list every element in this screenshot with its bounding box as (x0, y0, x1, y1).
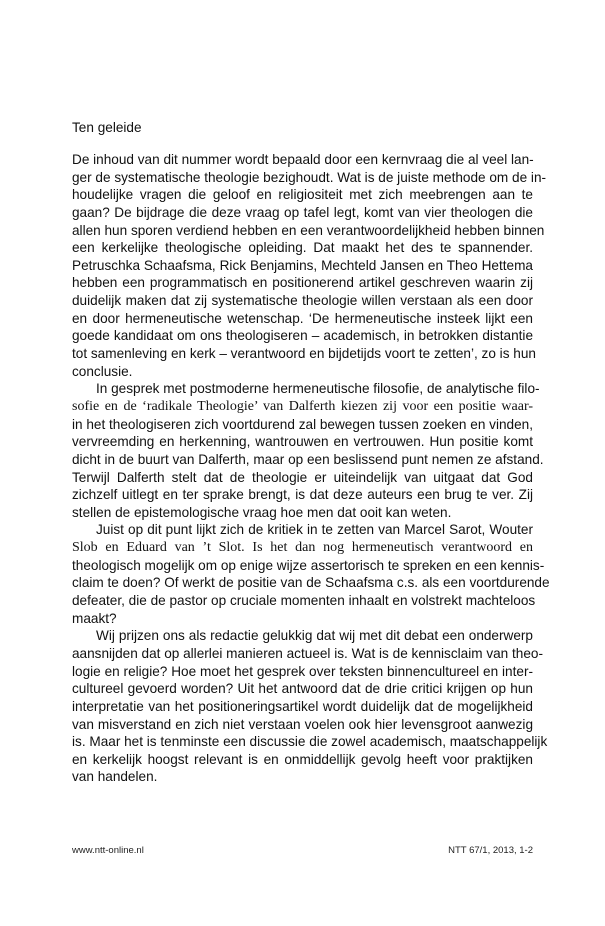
text-line: dicht in de buurt van Dalferth, maar op een beslissend punt nemen ze afstand. (72, 451, 544, 467)
page-heading: Ten geleide (72, 120, 142, 135)
article-body (72, 151, 550, 786)
text-line: Petruschka Schaafsma, Rick Benjamins, Mechteld Jansen en Theo Hettema (72, 257, 533, 273)
text-line: en kerkelijk hoogst relevant is en onmiddellijk gevolg heeft voor praktijken (72, 751, 533, 767)
text-line: sofie en de ‘radikale Theologie’ van Dalferth kiezen zij voor een positie waar- (72, 398, 533, 414)
text-line: en door hermeneutische wetenschap. ‘De hermeneutische insteek lijkt een (72, 310, 533, 326)
text-line: De inhoud van dit nummer wordt bepaald door een kernvraag die al veel lan- (72, 152, 534, 167)
footer-website-link[interactable]: www.ntt-online.nl (72, 845, 144, 856)
text-line: vervreemding en herkenning, wantrouwen en vertrouwen. Hun positie komt (72, 434, 533, 450)
paragraph-2 (72, 380, 544, 521)
text-line: tot samenleving en kerk – verantwoord en bijdetijds voort te zetten’, zo is hun (72, 346, 536, 362)
text-line: Terwijl Dalferth stelt dat de theologie er uiteindelijk van uitgaat dat God (72, 469, 533, 485)
text-line: maakt? (72, 610, 117, 626)
text-line: Slob en Eduard van ’t Slot. Is het dan nog hermeneutisch verantwoord en (72, 540, 533, 556)
text-line: allen hun sporen verdiend hebben en een verantwoordelijkheid hebben binnen (72, 222, 545, 238)
paragraph-3 (72, 521, 550, 627)
text-line: Wij prijzen ons als redactie gelukkig dat wij met dit debat een onderwerp (96, 628, 533, 644)
paragraph-4 (72, 627, 548, 786)
text-line: cultureel gevoerd worden? Uit het antwoord dat de drie critici krijgen op hun (72, 681, 533, 697)
text-line: duidelijk maken dat zij systematische theologie willen verstaan als een door (72, 293, 533, 309)
text-line: in het theologiseren zich voortdurend zal bewegen tussen zoeken en vinden, (72, 416, 533, 432)
text-line: zichzelf uitlegt en ter sprake brengt, is dat deze auteurs een brug te ver. Zij (72, 487, 533, 503)
text-line: In gesprek met postmoderne hermeneutische filosofie, de analytische filo- (96, 381, 540, 397)
text-line: is. Maar het is tenminste een discussie die zowel academisch, maatschappelijk (72, 734, 548, 750)
text-line: goede kandidaat om ons theologiseren – academisch, in betrokken distantie (72, 328, 533, 344)
text-line: claim te doen? Of werkt de positie van de Schaafsma c.s. als een voortdurende (72, 575, 550, 591)
text-line: van misverstand en zich niet verstaan voelen ook hier levensgroot aanwezig (72, 716, 533, 732)
text-line: logie en religie? Hoe moet het gesprek over teksten binnencultureel en inter- (72, 663, 533, 679)
text-line: houdelijke vragen die geloof en religiositeit met zich meebrengen aan te (72, 187, 533, 203)
text-line: aansnijden dat op allerlei manieren actueel is. Wat is de kennisclaim van theo- (72, 645, 544, 661)
text-line: stellen de epistemologische vraag hoe men dat ooit kan weten. (72, 504, 452, 520)
text-line: een kerkelijke theologische opleiding. Dat maakt het des te spannender. (72, 240, 533, 256)
text-line: theologisch mogelijk om op enige wijze assertorisch te spreken en een kennis- (72, 557, 545, 573)
text-line: van handelen. (72, 769, 158, 785)
text-line: conclusie. (72, 363, 133, 379)
text-line: gaan? De bijdrage die deze vraag op tafel legt, komt van vier theologen die (72, 204, 533, 220)
text-line: interpretatie van het positioneringsartikel wordt duidelijk dat de mogelijkheid (72, 698, 533, 714)
text-line: defeater, die de pastor op cruciale momenten inhaalt en volstrekt machteloos (72, 593, 536, 609)
text-line: hebben een programmatisch en positionerend artikel geschreven waarin zij (72, 275, 533, 291)
text-line: ger de systematische theologie bezighoudt. Wat is de juiste methode om de in- (72, 169, 547, 185)
footer-citation: NTT 67/1, 2013, 1-2 (448, 845, 533, 856)
text-line: Juist op dit punt lijkt zich de kritiek in te zetten van Marcel Sarot, Wouter (96, 522, 533, 538)
paragraph-1 (72, 151, 547, 380)
